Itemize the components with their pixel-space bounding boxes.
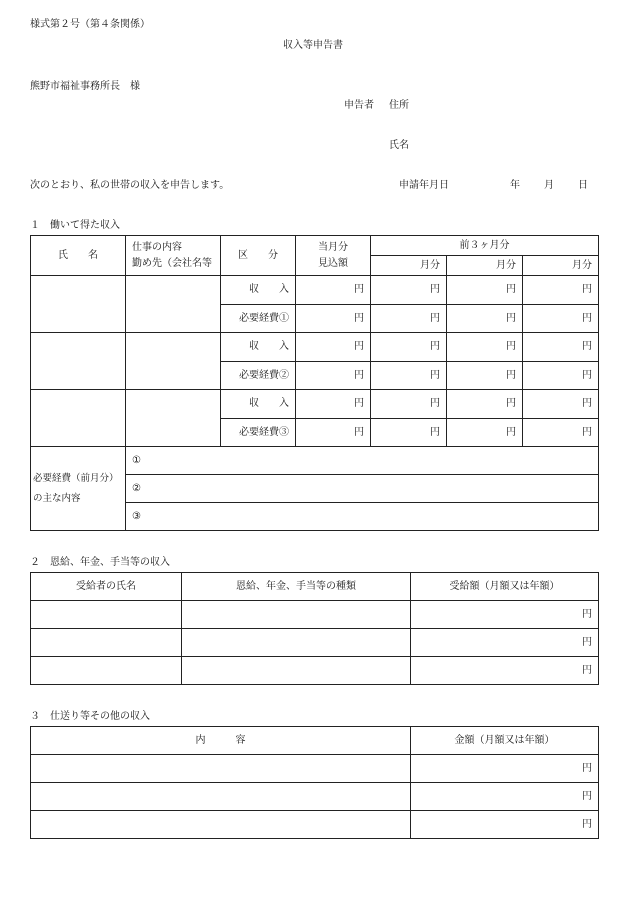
pension-type-cell[interactable] [182, 657, 411, 685]
row-income-label: 収 入 [221, 390, 296, 419]
header-other-amount: 金額（月額又は年額） [411, 727, 599, 755]
header-content: 内 容 [31, 727, 411, 755]
yen-cell[interactable]: 円 [371, 276, 447, 305]
yen-cell[interactable]: 円 [523, 333, 599, 362]
content-cell[interactable] [31, 811, 411, 839]
yen-cell[interactable]: 円 [447, 419, 523, 447]
header-month-1: 月分 [371, 256, 447, 276]
yen-cell[interactable]: 円 [296, 390, 371, 419]
content-cell[interactable] [31, 783, 411, 811]
earned-income-table [30, 235, 599, 531]
yen-cell[interactable]: 円 [371, 333, 447, 362]
header-prev3: 前３ヶ月分 [371, 236, 599, 256]
yen-cell[interactable]: 円 [447, 362, 523, 390]
section3-heading: ３ 仕送り等その他の収入 [30, 711, 150, 722]
yen-cell[interactable]: 円 [296, 362, 371, 390]
date-label: 申請年月日 [399, 180, 449, 191]
recipient-cell[interactable] [31, 657, 182, 685]
date-month: 月 [544, 180, 554, 191]
yen-cell[interactable]: 円 [371, 362, 447, 390]
recipient-cell[interactable] [31, 601, 182, 629]
header-current: 当月分 見込額 [296, 236, 371, 276]
header-month-2: 月分 [447, 256, 523, 276]
expense-notes-label: 必要経費（前月分） の主な内容 [31, 447, 126, 531]
content-cell[interactable] [31, 755, 411, 783]
form-title: 収入等申告書 [283, 40, 343, 51]
yen-cell[interactable]: 円 [296, 305, 371, 333]
yen-cell[interactable]: 円 [411, 657, 599, 685]
section1-heading: １ 働いて得た収入 [30, 220, 120, 231]
row-income-label: 収 入 [221, 333, 296, 362]
row-expense1-label: 必要経費① [221, 305, 296, 333]
expense-note-2[interactable]: ② [126, 475, 599, 503]
yen-cell[interactable]: 円 [411, 629, 599, 657]
recipient-cell[interactable] [31, 629, 182, 657]
address-label: 住所 [389, 100, 409, 111]
section2-heading: ２ 恩給、年金、手当等の収入 [30, 557, 170, 568]
date-year: 年 [510, 180, 520, 191]
person3-job-cell[interactable] [126, 390, 221, 447]
addressee: 熊野市福祉事務所長 様 [30, 81, 140, 92]
yen-cell[interactable]: 円 [296, 276, 371, 305]
form-number: 様式第２号（第４条関係） [30, 19, 150, 30]
person2-job-cell[interactable] [126, 333, 221, 390]
yen-cell[interactable]: 円 [371, 390, 447, 419]
statement: 次のとおり、私の世帯の収入を申告します。 [30, 180, 230, 191]
yen-cell[interactable]: 円 [411, 783, 599, 811]
header-recipient: 受給者の氏名 [31, 573, 182, 601]
person1-job-cell[interactable] [126, 276, 221, 333]
yen-cell[interactable]: 円 [447, 305, 523, 333]
other-income-table [30, 726, 599, 839]
header-category: 区 分 [221, 236, 296, 276]
yen-cell[interactable]: 円 [523, 362, 599, 390]
header-job: 仕事の内容 勤め先（会社名等 [126, 236, 221, 276]
yen-cell[interactable]: 円 [411, 811, 599, 839]
expense-note-1[interactable]: ① [126, 447, 599, 475]
yen-cell[interactable]: 円 [447, 390, 523, 419]
yen-cell[interactable]: 円 [411, 601, 599, 629]
yen-cell[interactable]: 円 [296, 419, 371, 447]
applicant-label: 申告者 [344, 100, 374, 111]
yen-cell[interactable]: 円 [523, 419, 599, 447]
yen-cell[interactable]: 円 [411, 755, 599, 783]
pension-type-cell[interactable] [182, 629, 411, 657]
row-income-label: 収 入 [221, 276, 296, 305]
date-day: 日 [578, 180, 588, 191]
yen-cell[interactable]: 円 [371, 305, 447, 333]
yen-cell[interactable]: 円 [447, 276, 523, 305]
header-month-3: 月分 [523, 256, 599, 276]
person2-name-cell[interactable] [31, 333, 126, 390]
row-expense2-label: 必要経費② [221, 362, 296, 390]
yen-cell[interactable]: 円 [296, 333, 371, 362]
pension-table [30, 572, 599, 685]
person1-name-cell[interactable] [31, 276, 126, 333]
header-name: 氏 名 [31, 236, 126, 276]
yen-cell[interactable]: 円 [371, 419, 447, 447]
name-label: 氏名 [389, 140, 409, 151]
yen-cell[interactable]: 円 [523, 390, 599, 419]
header-pension-type: 恩給、年金、手当等の種類 [182, 573, 411, 601]
row-expense3-label: 必要経費③ [221, 419, 296, 447]
expense-note-3[interactable]: ③ [126, 503, 599, 531]
pension-type-cell[interactable] [182, 601, 411, 629]
header-received-amount: 受給額（月額又は年額） [411, 573, 599, 601]
yen-cell[interactable]: 円 [523, 305, 599, 333]
yen-cell[interactable]: 円 [447, 333, 523, 362]
person3-name-cell[interactable] [31, 390, 126, 447]
yen-cell[interactable]: 円 [523, 276, 599, 305]
